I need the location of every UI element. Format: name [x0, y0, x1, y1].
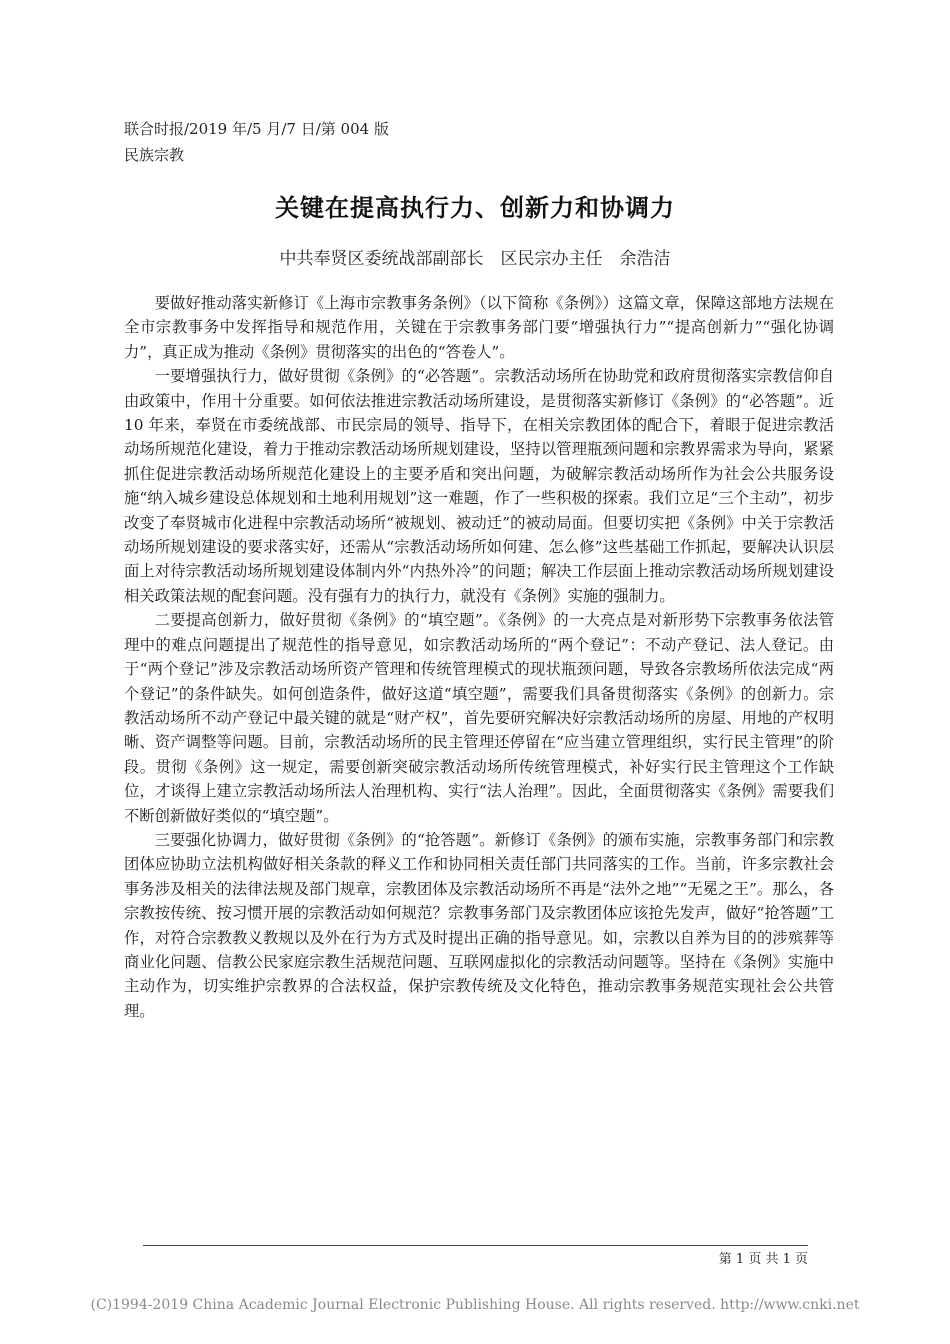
- section-name: 民族宗教: [124, 146, 185, 164]
- paragraph-intro: 要做好推动落实新修订《上海市宗教事务条例》（以下简称《条例》）这篇文章，保障这部地方法规在全市宗教事务中发挥指导和规范作用，关键在于宗教事务部门要“增强执行力”“提高创新力”“强化协调力”，真正成为推动《条例》贯彻落实的出色的“答卷人”。: [124, 294, 834, 361]
- author-line: 中共奉贤区委统战部副部长 区民宗办主任 余浩洁: [279, 249, 671, 269]
- article-body: [124, 291, 834, 1023]
- article-title: 关键在提高执行力、创新力和协调力: [275, 193, 675, 222]
- paragraph-coordination: 三要强化协调力，做好贯彻《条例》的“抢答题”。新修订《条例》的颁布实施，宗教事务部门和宗教团体应协助立法机构做好相关条款的释义工作和协同相关责任部门共同落实的工作。当前，许多宗教社会事务涉及相关的法律法规及部门规章，宗教团体及宗教活动场所不再是“法外之地”“无冕之王”。那么，各宗教按传统、按习惯开展的宗教活动如何规范？宗教事务部门及宗教团体应该抢先发声，做好“抢答题”工作，对符合宗教教义教规以及外在行为方式及时提出正确的指导意见。如，宗教以自养为目的的涉殡葬等商业化问题、信教公民家庭宗教生活规范问题、互联网虚拟化的宗教活动问题等。坚持在《条例》实施中主动作为，切实维护宗教界的合法权益，保护宗教传统及文化特色，推动宗教事务规范实现社会公共管理。: [124, 830, 834, 1020]
- source-info: [124, 116, 389, 168]
- paragraph-innovation: 二要提高创新力，做好贯彻《条例》的“填空题”。《条例》的一大亮点是对新形势下宗教事务依法管理中的难点问题提出了规范性的指导意见，如宗教活动场所的“两个登记”：不动产登记、法人登记。由于“两个登记”涉及宗教活动场所资产管理和传统管理模式的现状瓶颈问题，导致各宗教场所依法完成“两个登记”的条件缺失。如何创造条件，做好这道“填空题”，需要我们具备贯彻落实《条例》的创新力。宗教活动场所不动产登记中最关键的就是“财产权”，首先要研究解决好宗教活动场所的房屋、用地的产权明晰、资产调整等问题。目前，宗教活动场所的民主管理还停留在“应当建立管理组织，实行民主管理”的阶段。贯彻《条例》这一规定，需要创新突破宗教活动场所传统管理模式，补好实行民主管理这个工作缺位，才谈得上建立宗教活动场所法人治理机构、实行“法人治理”。因此，全面贯彻落实《条例》需要我们不断创新做好类似的“填空题”。: [124, 611, 834, 825]
- copyright-notice: (C)1994-2019 China Academic Journal Electronic Publishing House. All rights reserved. http://www.cnki.net: [90, 1297, 860, 1313]
- paragraph-execution: 一要增强执行力，做好贯彻《条例》的“必答题”。宗教活动场所在协助党和政府贯彻落实宗教信仰自由政策中，作用十分重要。如何依法推进宗教活动场所建设，是贯彻落实新修订《条例》的“必答题”。近 10 年来，奉贤在市委统战部、市民宗局的领导、指导下，在相关宗教团体的配合下，着眼于促进宗教活动场所规范化建设，着力于推动宗教活动场所规划建设，坚持以管理瓶颈问题和宗教界需求为导向，紧紧抓住促进宗教活动场所规范化建设上的主要矛盾和突出问题，为破解宗教活动场所作为社会公共服务设施“纳入城乡建设总体规划和土地利用规划”这一难题，作了一些积极的探索。我们立足“三个主动”，初步改变了奉贤城市化进程中宗教活动场所“被规划、被动迁”的被动局面。但要切实把《条例》中关于宗教活动场所规划建设的要求落实好，还需从“宗教活动场所如何建、怎么修”这些基础工作抓起，要解决认识层面上对待宗教活动场所规划建设体制内外“内热外冷”的问题；解决工作层面上推动宗教活动场所规划建设相关政策法规的配套问题。没有强有力的执行力，就没有《条例》实施的强制力。: [124, 367, 834, 605]
- page-number: 第 1 页 共 1 页: [718, 1252, 808, 1267]
- footer-divider: [143, 1245, 808, 1246]
- publication-line: 联合时报/2019 年/5 月/7 日/第 004 版: [124, 120, 389, 138]
